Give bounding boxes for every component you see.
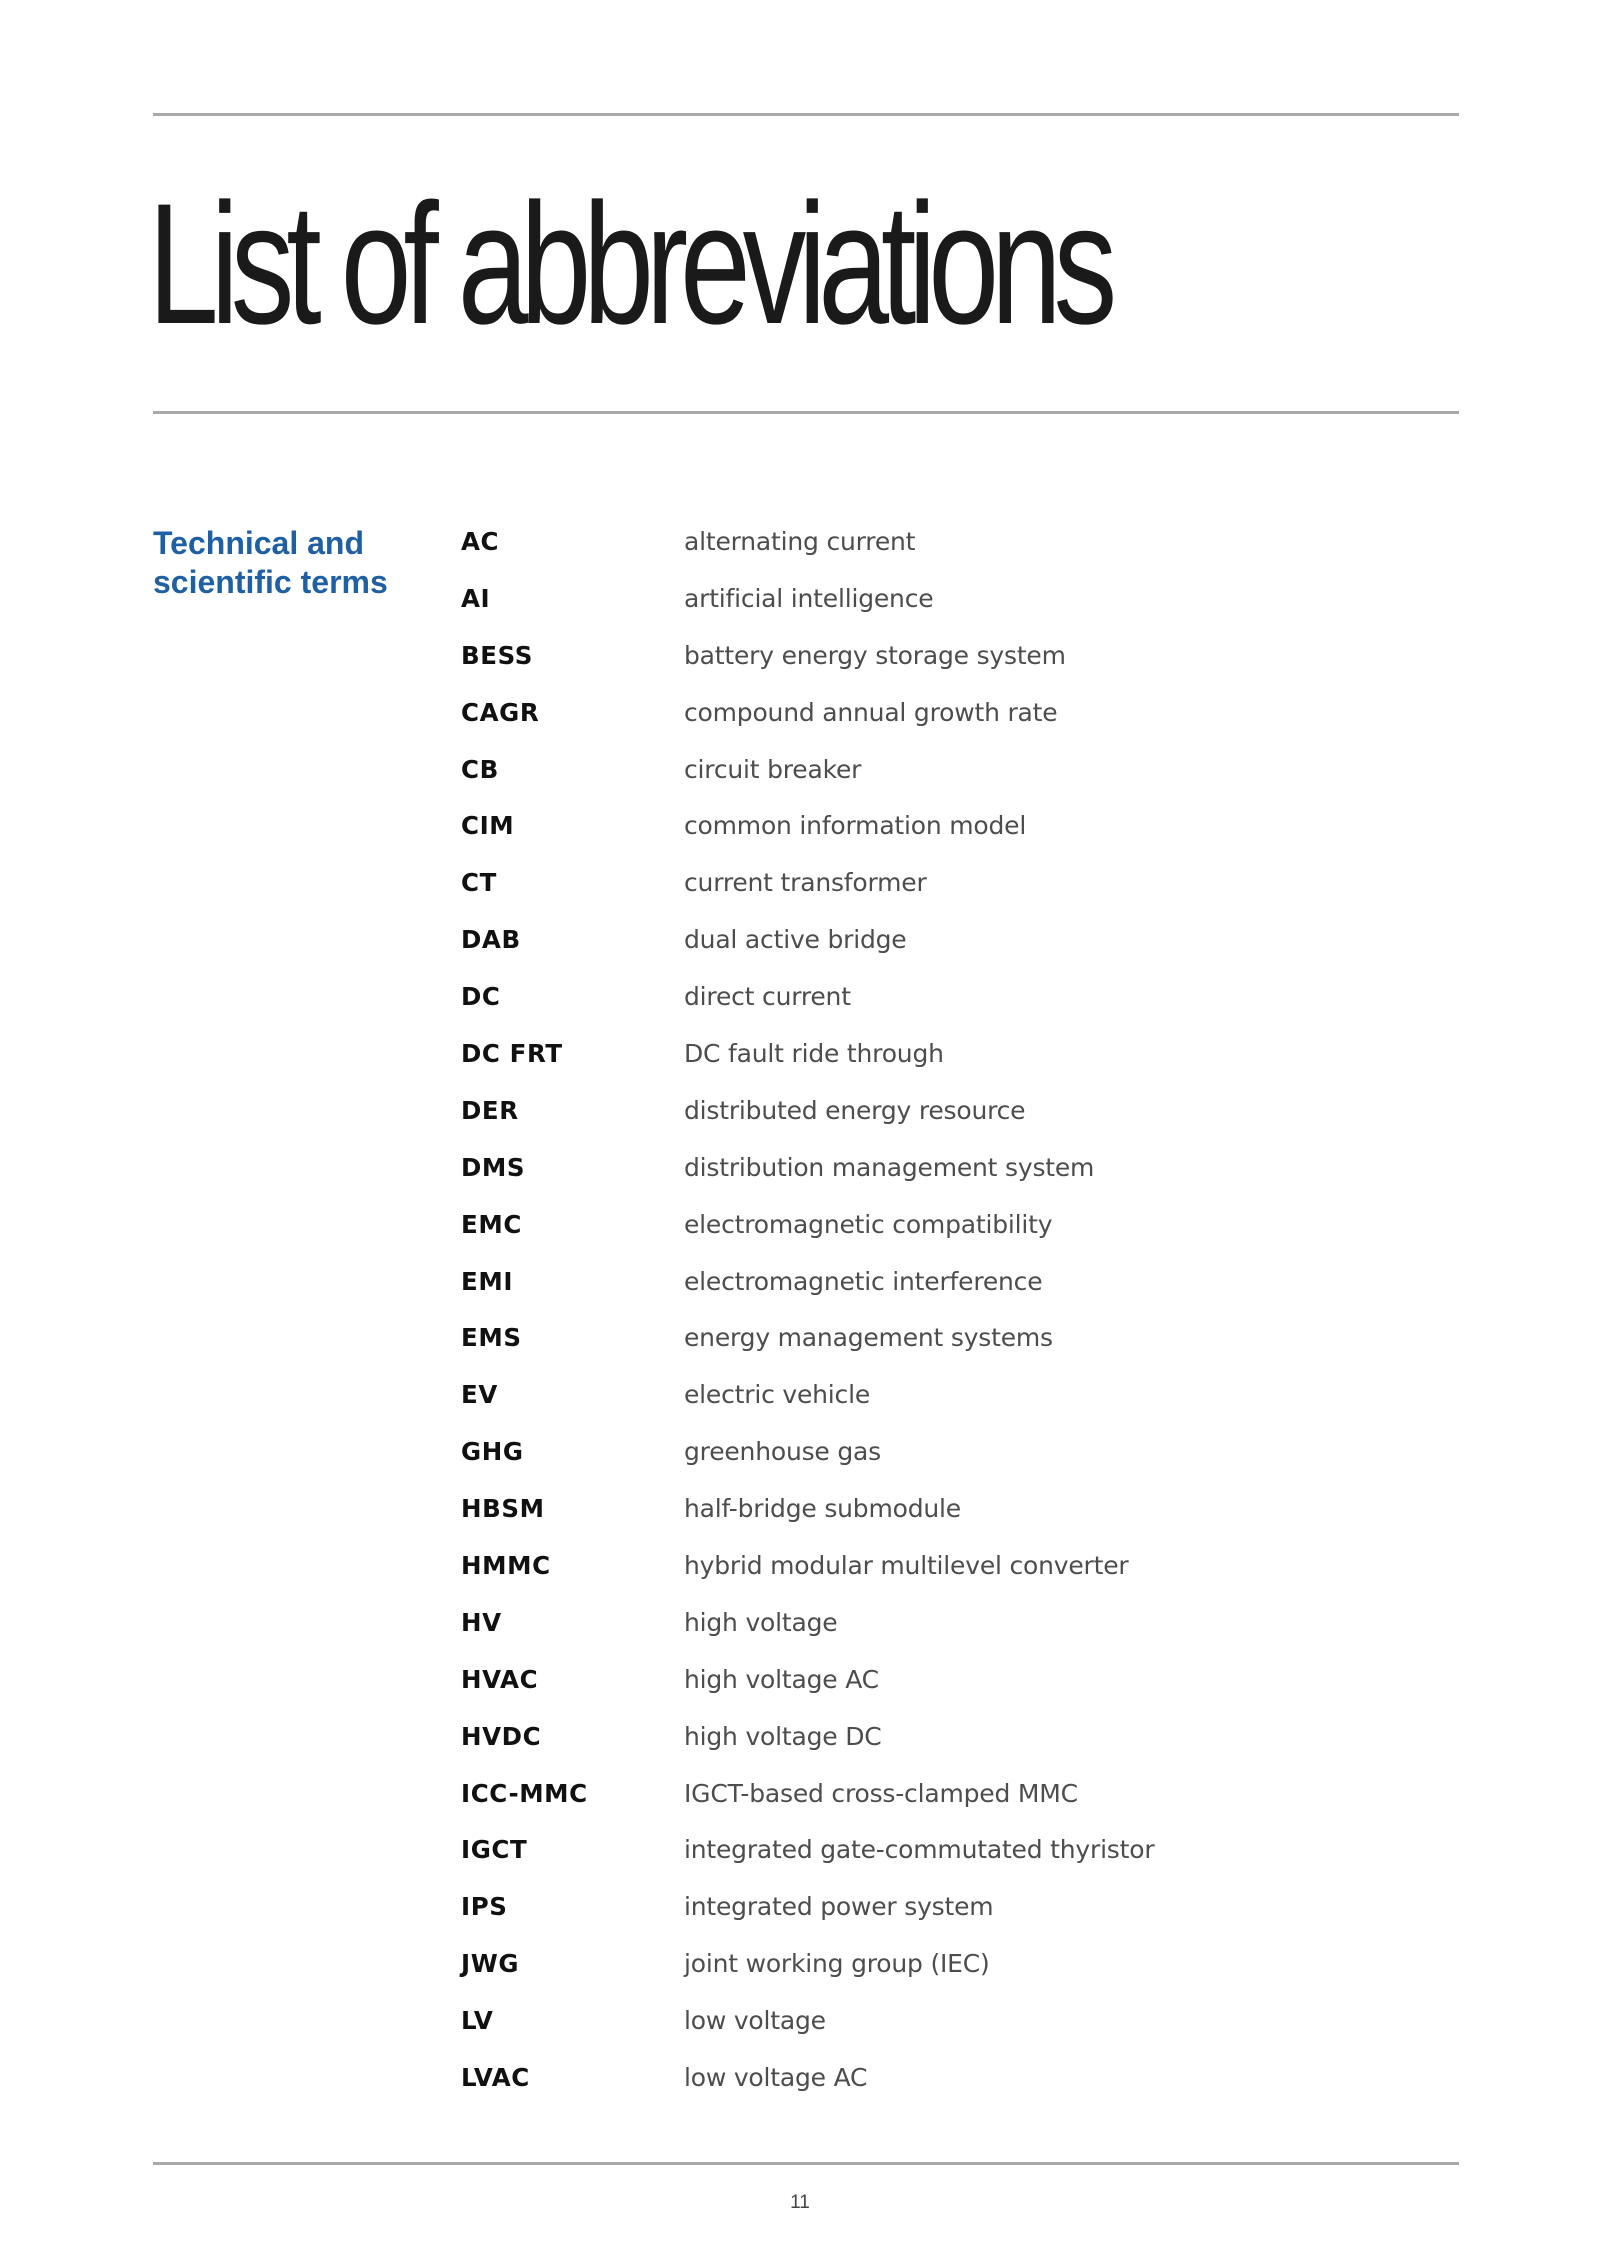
abbreviation-definition: integrated power system [684,1892,994,1922]
abbreviation-row [461,1717,1154,1774]
abbreviation-term: CB [461,754,499,784]
abbreviation-definition: circuit breaker [684,754,862,784]
abbreviation-row [461,1205,1154,1262]
abbreviation-term: DC FRT [461,1039,563,1069]
abbreviation-row [461,1375,1154,1432]
abbreviation-term: AC [461,527,500,556]
abbreviation-definition: joint working group (IEC) [684,1949,990,1979]
abbreviation-definition: greenhouse gas [684,1437,881,1467]
abbreviation-definition: low voltage [684,2006,826,2036]
abbreviation-term: HBSM [461,1494,545,1524]
abbreviation-definition: common information model [684,811,1027,841]
abbreviation-term: IPS [461,1892,508,1922]
abbreviation-definition: energy management systems [684,1323,1053,1353]
abbreviation-row [461,1830,1154,1887]
abbreviation-term: HV [461,1607,502,1637]
abbreviation-row [461,863,1154,920]
abbreviation-row [461,522,1154,579]
abbreviation-definition: electromagnetic compatibility [684,1209,1053,1239]
abbreviation-row [461,806,1154,863]
abbreviation-term: LV [461,2006,494,2036]
abbreviation-term: BESS [461,640,534,670]
abbreviation-term: HVAC [461,1664,539,1694]
page-title: List of abbreviations [148,168,1110,360]
abbreviation-term: HVDC [461,1721,542,1751]
abbreviation-definition: high voltage DC [684,1721,882,1751]
abbreviation-term: CIM [461,811,515,841]
abbreviation-row [461,750,1154,807]
abbreviation-term: GHG [461,1437,524,1467]
abbreviation-definition: high voltage AC [684,1664,879,1694]
abbreviation-definition: artificial intelligence [684,583,934,613]
abbreviation-term: EMC [461,1209,522,1239]
top-divider [153,113,1459,116]
abbreviation-row [461,1774,1154,1831]
abbreviation-term: IGCT [461,1835,528,1865]
abbreviation-definition: direct current [684,982,851,1012]
page-number: 11 [790,2192,810,2213]
abbreviation-row [461,1148,1154,1205]
section-heading: Technical and scientific terms [153,525,388,600]
abbreviation-definition: low voltage AC [684,2063,868,2093]
abbreviation-row [461,2058,1154,2115]
abbreviation-term: HMMC [461,1551,551,1581]
abbreviation-term: DER [461,1095,519,1125]
abbreviation-definition: IGCT-based cross-clamped MMC [684,1778,1078,1808]
abbreviation-row [461,977,1154,1034]
abbreviation-row [461,1660,1154,1717]
abbreviation-definition: alternating current [684,527,916,556]
abbreviation-definition: high voltage [684,1607,838,1637]
abbreviation-term: DMS [461,1152,526,1182]
abbreviation-row [461,1489,1154,1546]
abbreviation-definition: dual active bridge [684,925,907,955]
abbreviation-term: CAGR [461,697,540,727]
abbreviation-term: ICC-MMC [461,1778,588,1808]
abbreviation-definition: electromagnetic interference [684,1266,1043,1296]
abbreviation-definition: compound annual growth rate [684,697,1058,727]
abbreviation-term: CT [461,868,497,898]
abbreviation-definition: battery energy storage system [684,640,1066,670]
abbreviation-term: DAB [461,925,521,955]
abbreviation-term: DC [461,982,501,1012]
bottom-divider [153,2162,1459,2165]
abbreviation-row [461,1318,1154,1375]
abbreviation-row [461,920,1154,977]
abbreviation-term: AI [461,583,491,613]
abbreviation-definition: DC fault ride through [684,1039,944,1069]
abbreviation-definition: distributed energy resource [684,1095,1026,1125]
abbreviation-definition: current transformer [684,868,927,898]
title-divider [153,411,1459,414]
abbreviation-definition: half-bridge submodule [684,1494,961,1524]
abbreviation-row [461,1887,1154,1944]
abbreviation-definition: distribution management system [684,1152,1095,1182]
abbreviation-row [461,1944,1154,2001]
abbreviation-term: EMS [461,1323,522,1353]
abbreviation-term: LVAC [461,2063,530,2093]
abbreviation-row [461,1546,1154,1603]
abbreviation-definition: electric vehicle [684,1380,871,1410]
abbreviation-row [461,693,1154,750]
abbreviation-definition: hybrid modular multilevel converter [684,1551,1129,1581]
abbreviation-definition: integrated gate-commutated thyristor [684,1835,1155,1865]
abbreviation-row [461,1034,1154,1091]
abbreviation-row [461,636,1154,693]
abbreviation-row [461,1603,1154,1660]
abbreviation-list [461,522,1154,2115]
abbreviation-term: JWG [461,1949,520,1979]
abbreviation-term: EMI [461,1266,514,1296]
abbreviation-row [461,1091,1154,1148]
abbreviation-term: EV [461,1380,498,1410]
abbreviation-row [461,1432,1154,1489]
abbreviation-row [461,2001,1154,2058]
abbreviation-row [461,579,1154,636]
abbreviation-row [461,1262,1154,1319]
